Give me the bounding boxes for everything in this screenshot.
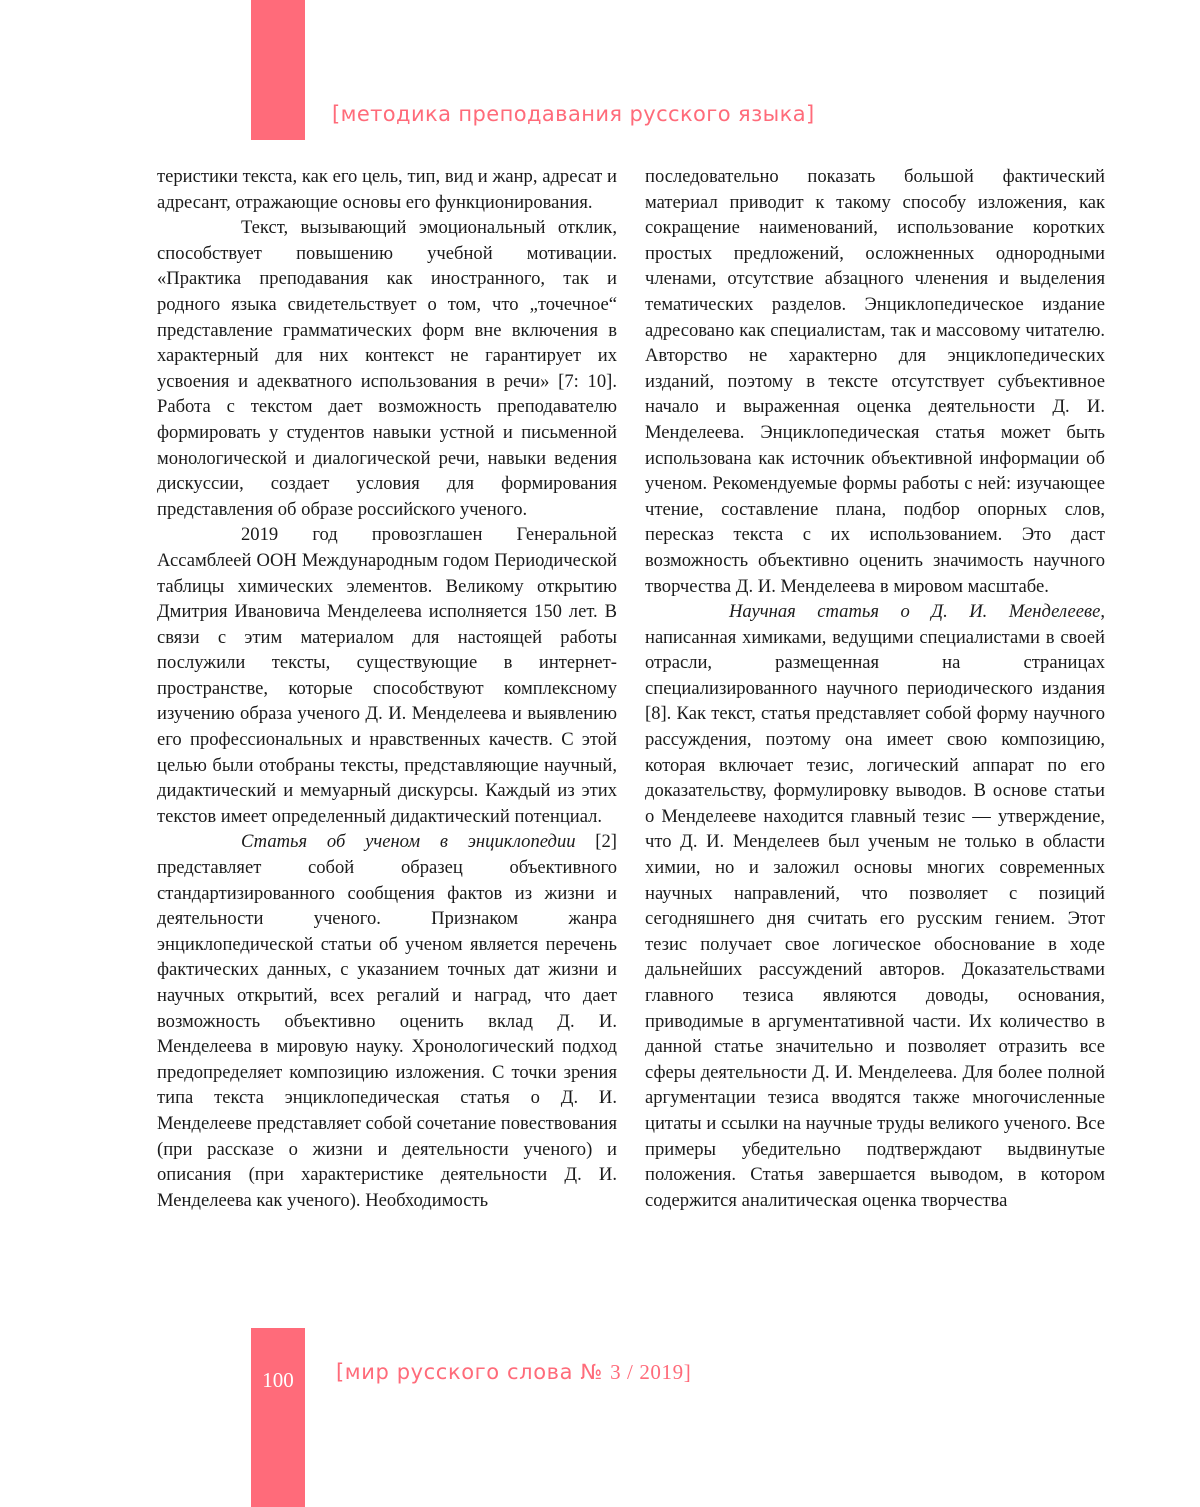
page-number: 100	[262, 1368, 294, 1392]
paragraph-encyclopedia-text: [2] представляет собой образец объективного стандартизированного сообщения фактов из жизни и деятельности ученого. Признаком жанра энциклопедической статьи об ученом является перечень фактических данных, с указанием точных дат жизни и научных открытий, всех регалий и наград, что дает возможность объективно оценить вклад Д. И. Менделеева в мировую науку. Хронологический подход предопределяет композицию изложения. С точки зрения типа текста энциклопедическая статья о Д. И. Менделееве представляет собой сочетание повествования (при рассказе о жизни и деятельности ученого) и описания (при характеристике деятельности Д. И. Менделеева как ученого). Необходимость	[157, 831, 617, 1211]
journal-footer	[336, 1360, 691, 1385]
paragraph-encyclopedia-continued: последовательно показать большой фактический материал приводит к такому способу изложения, как сокращение наименований, использование коротких простых предложений, осложненных однородными членами, отсутствие абзацного членения и выделения тематических разделов. Энциклопедическое издание адресовано как специалистам, так и массовому читателю. Авторство не характерно для энциклопедических изданий, поэтому в тексте отсутствует субъективное начало и выраженная оценка деятельности Д. И. Менделеева. Энциклопедическая статья может быть использована как источник объективной информации об ученом. Рекомендуемые формы работы с ней: изучающее чтение, составление плана, подбор опорных слов, пересказ текста с их использованием. Это даст возможность объективно оценить значимость научного творчества Д. И. Менделеева в мировом масштабе.	[645, 166, 1105, 597]
article-body	[157, 164, 1107, 1314]
left-column	[157, 164, 617, 1213]
paragraph-scientific-article	[645, 599, 1105, 1213]
paragraph-encyclopedia	[157, 829, 617, 1213]
running-head-section-title: [методика преподавания русского языка]	[332, 102, 815, 126]
paragraph-motivation: Текст, вызывающий эмоциональный отклик, способствует повышению учебной мотивации. «Практика преподавания как иностранного, так и родного языка свидетельствует о том, что „точечное“ представление грамматических форм вне включения в характерный для них контекст не гарантирует их усвоения и адекватного использования в речи» [7: 10]. Работа с текстом дает возможность преподавателю формировать у студентов навыки устной и письменной монологической и диалогической речи, навыки ведения дискуссии, создает условия для формирования представления об образе российского ученого.	[157, 217, 617, 520]
bottom-accent-bar	[251, 1328, 305, 1507]
paragraph-continuation: теристики текста, как его цель, тип, вид и жанр, адресат и адресант, отражающие основы его функционирования.	[157, 166, 617, 213]
top-accent-bar	[251, 0, 305, 140]
journal-name: [мир русского слова №	[336, 1360, 603, 1384]
italic-encyclopedia-title: Статья об ученом в энциклопедии	[241, 831, 576, 853]
paragraph-scientific-article-text: , написанная химиками, ведущими специалистами в своей отрасли, размещенная на страницах специализированного научного периодического издания [8]. Как текст, статья представляет собой форму научного рассуждения, поэтому она имеет свою композицию, которая включает тезис, логический аппарат по его доказательству, формулировку выводов. В основе статьи о Менделееве находится главный тезис — утверждение, что Д. И. Менделеев был ученым не только в области химии, но и заложил основы многих современных научных направлений, что позволяет с позиций сегодняшнего дня считать его русским гением. Этот тезис получает свое логическое обоснование в ходе дальнейших рассуждений авторов. Доказательствами главного тезиса являются доводы, основания, приводимые в аргументативной части. Их количество в данной статье значительно и позволяет отразить все сферы деятельности Д. И. Менделеева. Для более полной аргументации тезиса вводятся также многочисленные цитаты и ссылки на научные труды великого ученого. Все примеры убедительно подтверждают выдвинутые положения. Статья завершается выводом, в котором содержится аналитическая оценка творчества	[645, 601, 1105, 1211]
journal-issue: 3 / 2019]	[610, 1360, 692, 1384]
italic-scientific-article-title: Научная статья о Д. И. Менделееве	[729, 601, 1101, 623]
right-column	[645, 164, 1105, 1213]
paragraph-year-2019: 2019 год провозглашен Генеральной Ассамблеей ООН Международным годом Периодической таблицы химических элементов. Великому открытию Дмитрия Ивановича Менделеева исполняется 150 лет. В связи с этим материалом для настоящей работы послужили тексты, существующие в интернет-пространстве, которые способствуют комплексному изучению образа ученого Д. И. Менделеева и выявлению его профессиональных и нравственных качеств. С этой целью были отобраны тексты, представляющие научный, дидактический и мемуарный дискурсы. Каждый из этих текстов имеет определенный дидактический потенциал.	[157, 524, 617, 827]
